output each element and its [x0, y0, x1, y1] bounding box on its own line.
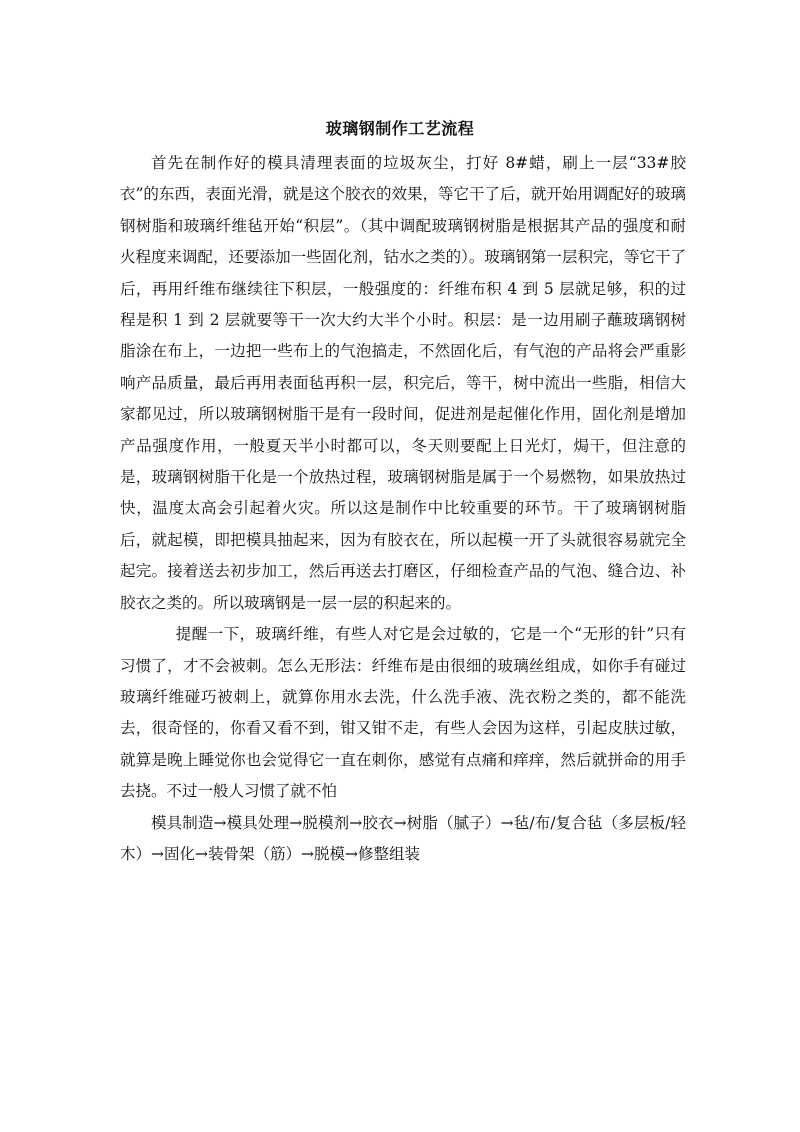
document-body: [120, 148, 686, 870]
paragraph-fiberglass-warning: 提醒一下，玻璃纤维，有些人对它是会过敏的，它是一个“无形的针”只有习惯了，才不会被刺。怎么无形法：纤维布是由很细的玻璃丝组成，如你手有碰过玻璃纤维碰巧被刺上，就算你用水去洗，什么洗手液、洗衣粉之类的，都不能洗去，很奇怪的，你看又看不到，钳又钳不走，有些人会因为这样，引起皮肤过敏，就算是晚上睡觉你也会觉得它一直在刺你，感觉有点痛和痒痒，然后就拼命的用手去挠。不过一般人习惯了就不怕: [120, 625, 686, 801]
document-title: 玻璃钢制作工艺流程: [325, 119, 475, 138]
paragraph-process-flow: 模具制造→模具处理→脱模剂→胶衣→树脂（腻子）→毡/布/复合毡（多层板/轻木）→固化→装骨架（筋）→脱模→修整组装: [120, 813, 686, 863]
paragraph-process-description: 首先在制作好的模具清理表面的垃圾灰尘，打好 8#蜡，刷上一层“33#胶衣”的东西，表面光滑，就是这个胶衣的效果，等它干了后，就开始用调配好的玻璃钢树脂和玻璃纤维毡开始“积层”。（其中调配玻璃钢树脂是根据其产品的强度和耐火程度来调配，还要添加一些固化剂，钴水之类的）。玻璃钢第一层积完，等它干了后，再用纤维布继续往下积层，一般强度的：纤维布积 4 到 5 层就足够，积的过程是积 1 到 2 层就要等干一次大约大半个小时。积层：是一边用刷子蘸玻璃钢树脂涂在布上，一边把一些布上的气泡搞走，不然固化后，有气泡的产品将会严重影响产品质量，最后再用表面毡再积一层，积完后，等干，树中流出一些脂，相信大家都见过，所以玻璃钢树脂干是有一段时间，促进剂是起催化作用，固化剂是增加产品强度作用，一般夏天半小时都可以，冬天则要配上日光灯，焗干，但注意的是，玻璃钢树脂干化是一个放热过程，玻璃钢树脂是属于一个易燃物，如果放热过快，温度太高会引起着火灾。所以这是制作中比较重要的环节。干了玻璃钢树脂后，就起模，即把模具抽起来，因为有胶衣在，所以起模一开了头就很容易就完全起完。接着送去初步加工，然后再送去打磨区，仔细检查产品的气泡、缝合边、补胶衣之类的。所以玻璃钢是一层一层的积起来的。: [120, 154, 686, 612]
